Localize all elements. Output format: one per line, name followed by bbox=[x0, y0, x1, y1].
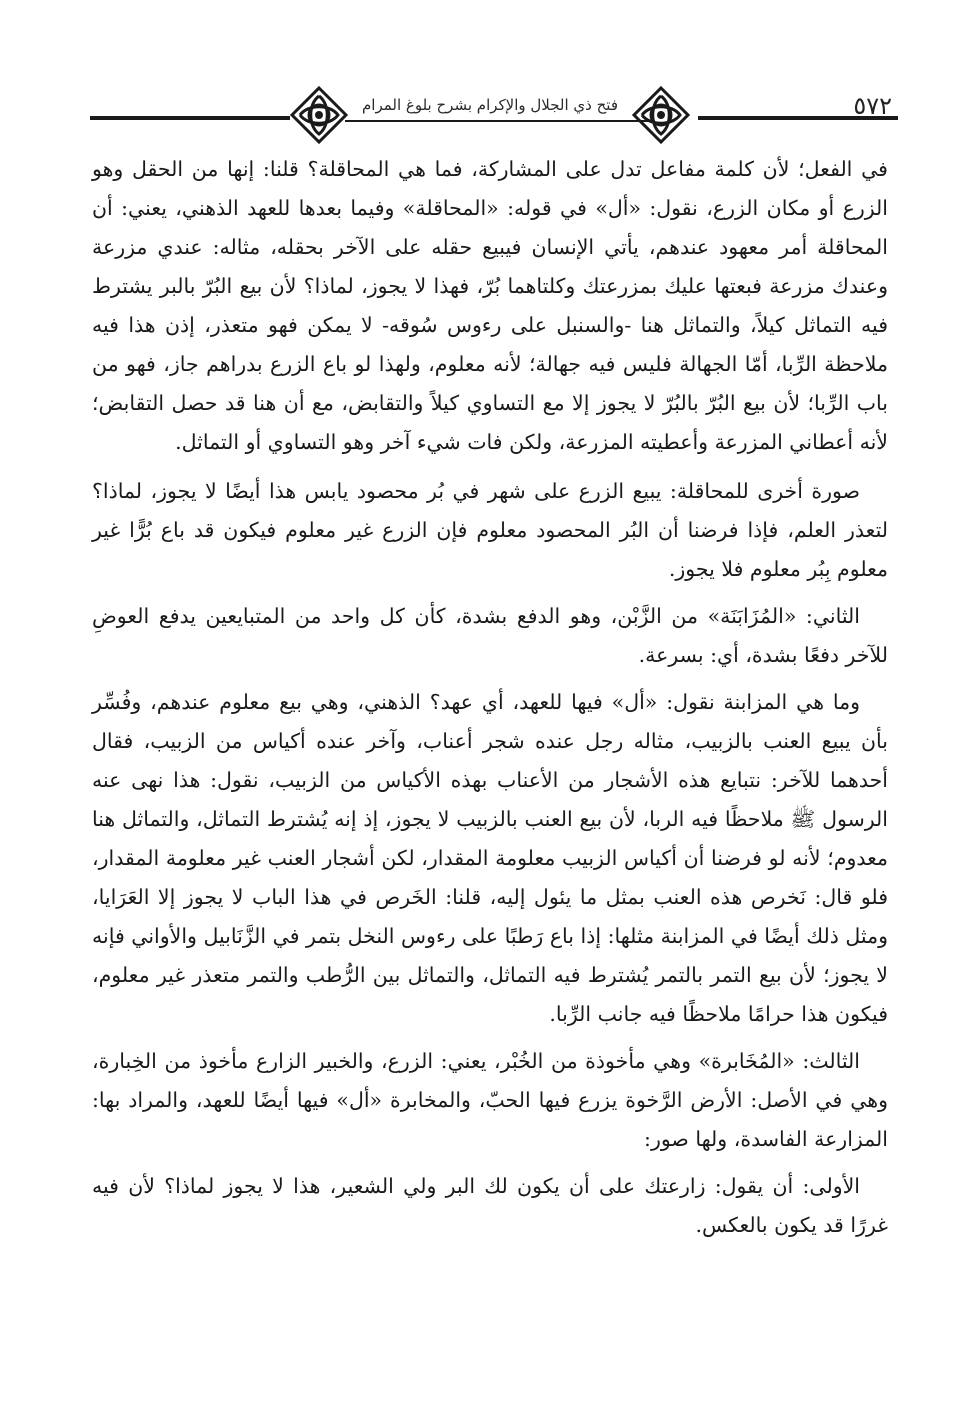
paragraph-muhaqala-form-2: صورة أخرى للمحاقلة: يبيع الزرع على شهر في بُر محصود يابس هذا أيضًا لا يجوز، لماذا؟ لتعذر العلم، فإذا فرضنا أن البُر المحصود معلوم فإن الزرع غير معلوم فيكون قد باع بُرًّا غير معلوم بِبُر معلوم فلا يجوز. bbox=[92, 479, 888, 581]
paragraph-muhaqala: في الفعل؛ لأن كلمة مفاعل تدل على المشاركة، فما هي المحاقلة؟ قلنا: إنها من الحقل وهو الزرع أو مكان الزرع، نقول: «أل» في قوله: «المحاقلة» وفيما بعدها للعهد الذهني، يعني: أن المحاقلة أمر معهود عندهم، يأتي الإنسان فيبيع حقله على الآخر بحقله، مثاله: عندي مزرعة وعندك مزرعة فبعتها عليك بمزرعتك وكلتاهما بُرّ، فهذا لا يجوز، لماذا؟ لأن بيع البُرّ بالبر يشترط فيه التماثل كيلاً، والتماثل هنا -والسنبل على رءوس سُوقه- لا يمكن فهو متعذر، إذن هذا فيه ملاحظة الرِّبا، أمّا الجهالة فليس فيه جهالة؛ لأنه معلوم، ولهذا لو باع الزرع بدراهم جاز، فهو من باب الرِّبا؛ لأن بيع البُرّ بالبُرّ لا يجوز إلا مع التساوي كيلاً والتقابض، مع أن هنا قد حصل التقابض؛ لأنه أعطاني المزرعة وأعطيته المزرعة، ولكن فات شيء آخر وهو التساوي أو التماثل. bbox=[92, 157, 888, 454]
header-rule-left bbox=[90, 116, 290, 120]
paragraph-mukhabara: الثالث: «المُخَابرة» وهي مأخوذة من الخُبْر، يعني: الزرع، والخبير الزارع مأخوذ من الخِبارة، وهي في الأصل: الأرض الرَّخوة يزرع فيها الحبّ، والمخابرة «أل» فيها أيضًا للعهد، والمراد بها: المزارعة الفاسدة، ولها صور: bbox=[92, 1049, 888, 1151]
paragraph-muzabana: وما هي المزابنة نقول: «أل» فيها للعهد، أي عهد؟ الذهني، وهي بيع معلوم عندهم، وفُسِّر بأن يبيع العنب بالزبيب، مثاله رجل عنده شجر أعناب، وآخر عنده أكياس من الزبيب، فقال أحدهما للآخر: نتبايع هذه الأشجار من الأعناب بهذه الأكياس من الزبيب، نقول: هذا نهى عنه الرسول ﷺ ملاحظًا فيه الربا، لأن بيع العنب بالزبيب لا يجوز، إذ إنه يُشترط التماثل، والتماثل هنا معدوم؛ لأنه لو فرضنا أن أكياس الزبيب معلومة المقدار، لكن أشجار العنب غير معلومة المقدار، فلو قال: نَخرص هذه العنب بمثل ما يئول إليه، قلنا: الخَرص في هذا الباب لا يجوز إلا العَرَايا، ومثل ذلك أيضًا في المزابنة مثلها: إذا باع رَطبًا على رءوس النخل بتمر في الزَّنَابيل والأواني فإنه لا يجوز؛ لأن بيع التمر بالتمر يُشترط فيه التماثل، والتماثل بين الرُّطب والتمر متعذر غير معلوم، فيكون هذا حرامًا ملاحظًا فيه جانب الرِّبا. bbox=[92, 690, 888, 1026]
header-rule-middle bbox=[345, 120, 655, 122]
page-number: ٥٧٢ bbox=[853, 92, 892, 120]
ornament-right-icon bbox=[630, 84, 692, 146]
page-header bbox=[90, 78, 910, 144]
running-title: فتح ذي الجلال والإكرام بشرح بلوغ المرام bbox=[361, 96, 618, 114]
page-body bbox=[92, 150, 888, 1253]
ornament-left-icon bbox=[288, 84, 350, 146]
paragraph-mukhabara-form-1: الأولى: أن يقول: زارعتك على أن يكون لك البر ولي الشعير، هذا لا يجوز لماذا؟ لأن فيه غررًا قد يكون بالعكس. bbox=[92, 1174, 888, 1237]
paragraph-muzabana-definition: الثاني: «المُزَابَنَة» من الزَّبْن، وهو الدفع بشدة، كأن كل واحد من المتبايعين يدفع العوضِ للآخر دفعًا بشدة، أي: بسرعة. bbox=[92, 604, 888, 667]
